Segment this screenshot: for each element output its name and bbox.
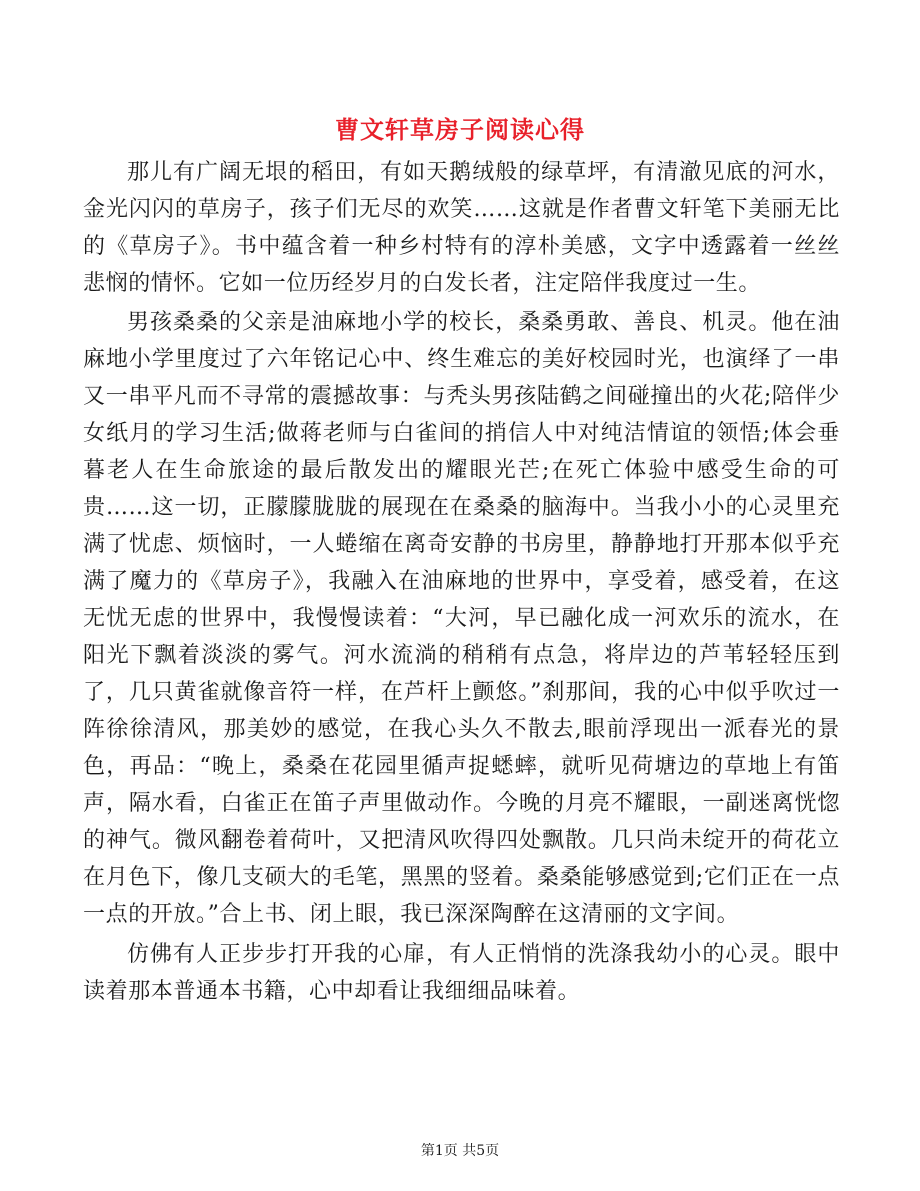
paragraph-closing: 仿佛有人正步步打开我的心扉，有人正悄悄的洗涤我幼小的心灵。眼中读着那本普通本书籍，心中却看让我细细品味着。	[83, 942, 840, 1004]
paragraph-intro: 那儿有广阔无垠的稻田，有如天鹅绒般的绿草坪，有清澈见底的河水，金光闪闪的草房子，孩子们无尽的欢笑……这就是作者曹文轩笔下美丽无比的《草房子》。书中蕴含着一种乡村特有的淳朴美感，文字中透露着一丝丝悲悯的情怀。它如一位历经岁月的白发长者，注定陪伴我度过一生。	[83, 160, 840, 296]
paragraph-story: 男孩桑桑的父亲是油麻地小学的校长，桑桑勇敢、善良、机灵。他在油麻地小学里度过了六年铭记心中、终生难忘的美好校园时光，也演绎了一串又一串平凡而不寻常的震撼故事：与秃头男孩陆鹤之间碰撞出的火花;陪伴少女纸月的学习生活;做蒋老师与白雀间的捎信人中对纯洁情谊的领悟;体会垂暮老人在生命旅途的最后散发出的耀眼光芒;在死亡体验中感受生命的可贵……这一切，正朦朦胧胧的展现在在桑桑的脑海中。当我小小的心灵里充满了忧虑、烦恼时，一人蜷缩在离奇安静的书房里，静静地打开那本似乎充满了魔力的《草房子》，我融入在油麻地的世界中，享受着，感受着，在这无忧无虑的世界中，我慢慢读着：“大河，早已融化成一河欢乐的流水，在阳光下飘着淡淡的雾气。河水流淌的稍稍有点急，将岸边的芦苇轻轻压到了，几只黄雀就像音符一样，在芦杆上颤悠。”刹那间，我的心中似乎吹过一阵徐徐清风，那美妙的感觉，在我心头久不散去,眼前浮现出一派春光的景色，再品：“晚上，桑桑在花园里循声捉蟋蟀，就听见荷塘边的草地上有笛声，隔水看，白雀正在笛子声里做动作。今晚的月亮不耀眼，一副迷离恍惚的神气。微风翻卷着荷叶，又把清风吹得四处飘散。几只尚未绽开的荷花立在月色下，像几支硕大的毛笔，黑黑的竖着。桑桑能够感觉到;它们正在一点一点的开放。”合上书、闭上眼，我已深深陶醉在这清丽的文字间。	[83, 310, 840, 927]
document-body	[83, 154, 840, 1010]
document-title: 曹文轩草房子阅读心得	[335, 115, 585, 144]
page-number: 第1页 共5页	[420, 1143, 500, 1159]
